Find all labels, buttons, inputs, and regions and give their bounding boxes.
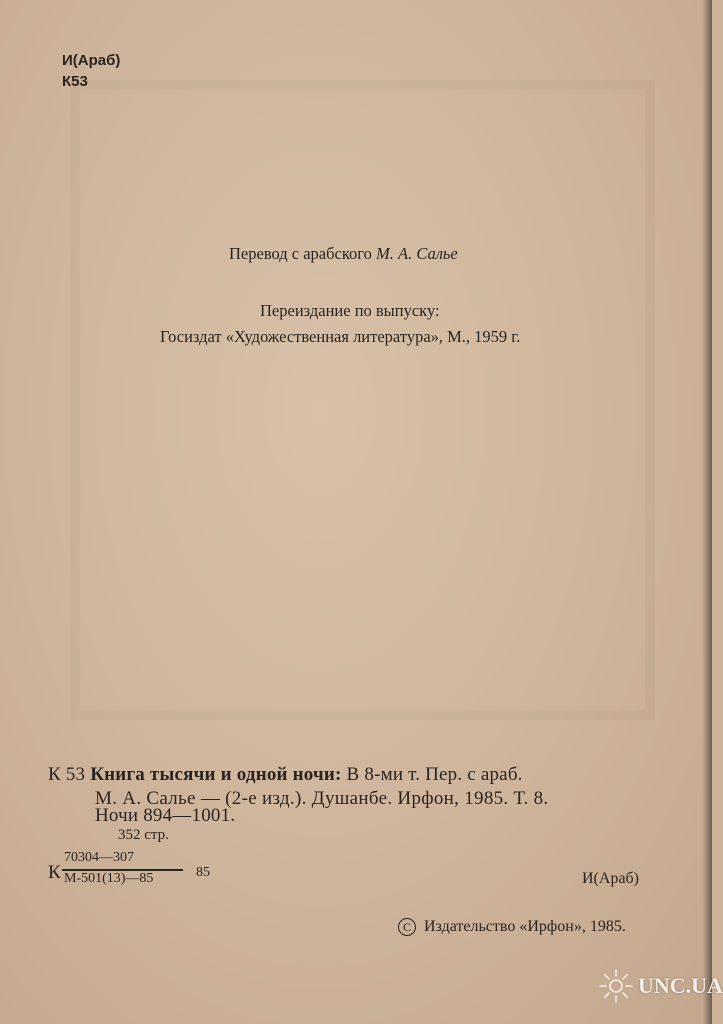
copyright-icon: С: [398, 918, 416, 936]
index-year: 85: [196, 865, 210, 880]
reissue-line-2: Госиздат «Художественная литература», М., 1959 г.: [160, 327, 521, 346]
catalog-line-1: [48, 764, 523, 786]
index-letter: К: [48, 862, 61, 883]
translation-prefix: Перевод с арабского: [229, 244, 377, 263]
classification-line-1: И(Араб): [62, 52, 121, 69]
translator-name: М. А. Салье: [376, 244, 458, 263]
catalog-code: К 53: [48, 764, 91, 785]
catalog-page-count: 352 стр.: [118, 827, 169, 843]
catalog-title: Книга тысячи и одной ночи:: [90, 764, 342, 785]
catalog-line-1-rest: В 8-ми т. Пер. с араб.: [341, 764, 523, 785]
translation-credit: [229, 244, 458, 264]
bleed-through-shadow: [70, 80, 655, 720]
watermark-text: UNC.UA: [638, 973, 723, 998]
index-denominator: М-501(13)—85: [64, 871, 154, 886]
copyright-text: Издательство «Ирфон», 1985.: [424, 918, 626, 935]
reissue-line-1: Переиздание по выпуску:: [260, 301, 440, 320]
catalog-line-2: М. А. Салье — (2-е изд.). Душанбе. Ирфон, 1985. Т. 8.: [95, 788, 549, 809]
catalog-line-3: Ночи 894—1001.: [95, 805, 236, 826]
page-edge-shadow: [702, 0, 712, 1024]
copyright-line: [398, 918, 626, 936]
classification-line-2: К53: [62, 73, 88, 90]
classification-right: И(Араб): [582, 870, 640, 887]
sun-logo-icon: [598, 968, 634, 1004]
index-numerator: 70304—307: [64, 850, 134, 865]
watermark: [598, 968, 723, 1004]
